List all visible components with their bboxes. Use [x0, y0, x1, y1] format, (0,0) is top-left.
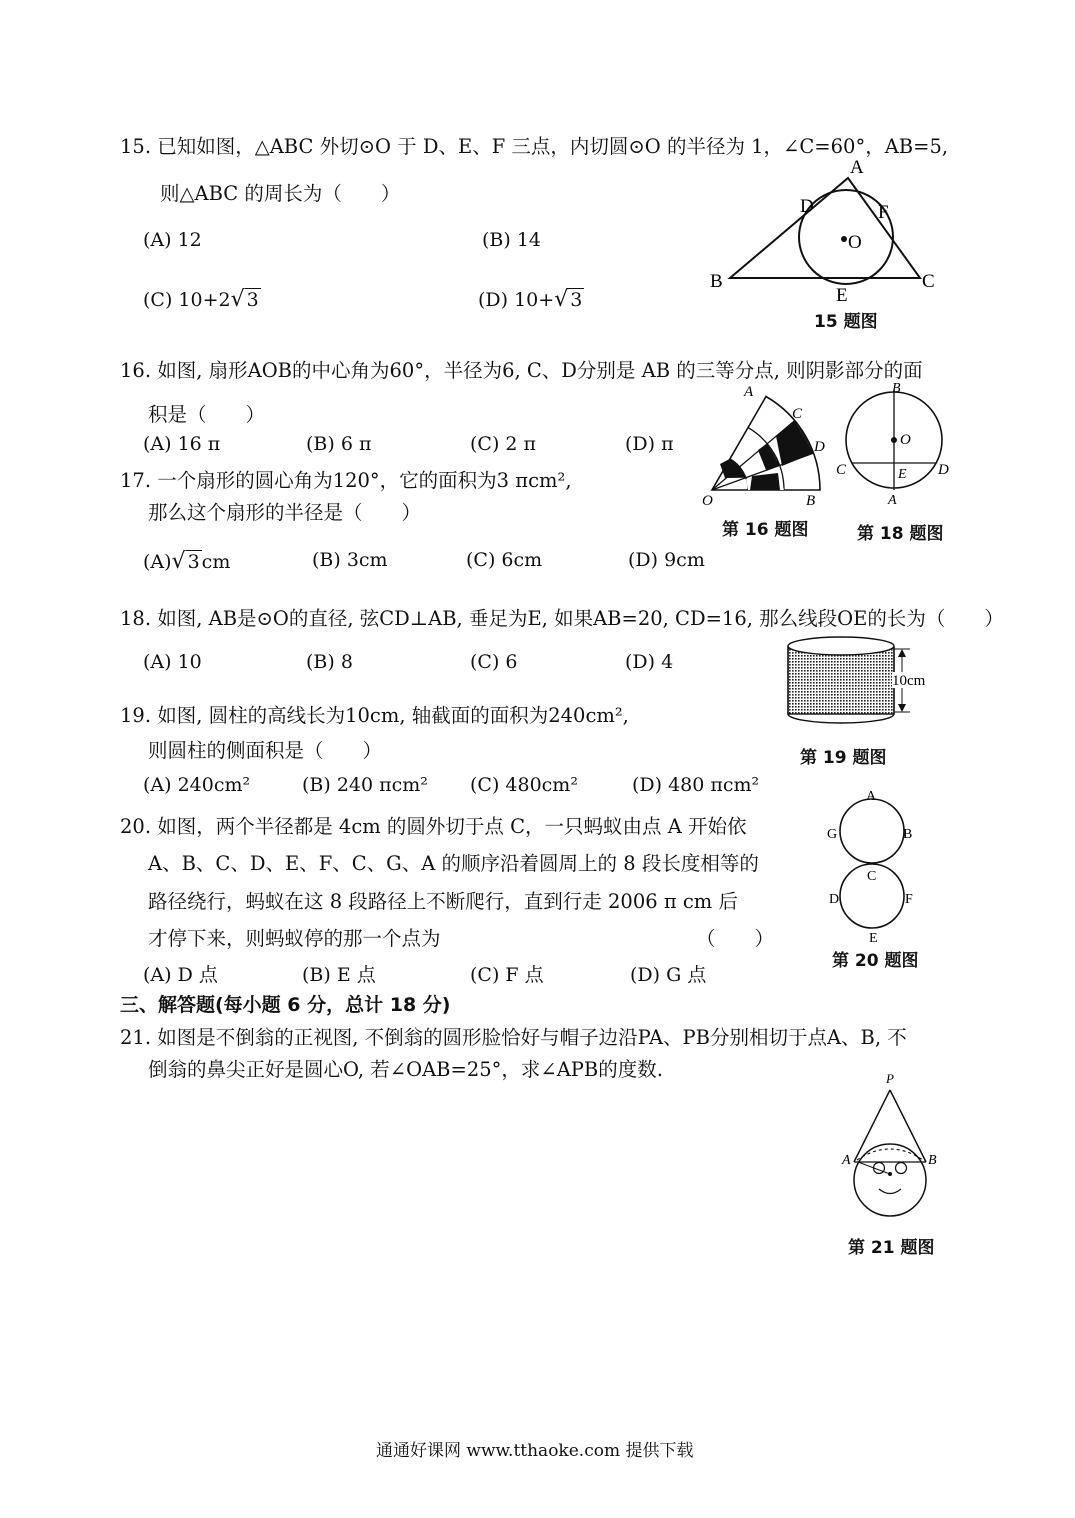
q20-label-e: E — [869, 931, 878, 946]
q21-stem-line2: 倒翁的鼻尖正好是圆心O, 若∠OAB=25°，求∠APB的度数. — [148, 1058, 663, 1081]
q15-label-a: A — [850, 160, 864, 178]
q15-center-dot — [841, 236, 847, 242]
q18-label-o: O — [900, 432, 911, 448]
q16-option-c: (C) 2 π — [470, 433, 537, 455]
q20-label-b: B — [903, 827, 913, 842]
q15-label-d: D — [800, 196, 814, 217]
q19-bottom-arc — [788, 714, 894, 723]
q17-option-a-radicand: 3 — [187, 551, 200, 573]
q21-hidden-arc — [857, 1149, 923, 1160]
q19-stem-line2: 则圆柱的侧面积是（ ） — [148, 739, 383, 762]
q16-label-o: O — [702, 493, 713, 508]
q20-upper-circle — [840, 799, 904, 863]
q16-label-b: B — [806, 493, 816, 508]
q19-stem-line1: 19. 如图, 圆柱的高线长为10cm, 轴截面的面积为240cm², — [120, 704, 629, 727]
q20-stem-line2: A、B、C、D、E、F、C、G、A 的顺序沿着圆周上的 8 段长度相等的 — [148, 852, 759, 875]
q20-label-a: A — [866, 789, 877, 804]
section-3-heading: 三、解答题(每小题 6 分，总计 18 分) — [120, 994, 451, 1016]
q17-option-c: (C) 6cm — [466, 549, 543, 571]
q20-label-g: G — [827, 827, 838, 842]
q18-label-b: B — [892, 381, 901, 396]
q20-option-c: (C) F 点 — [470, 964, 544, 986]
q15-option-d-radicand: 3 — [570, 289, 583, 311]
q16-shade-inner-2 — [720, 459, 746, 478]
q20-stem-line4: 才停下来，则蚂蚁停的那一个点为 — [148, 927, 441, 950]
q20-answer-paren: （ ） — [696, 927, 775, 950]
q15-label-e: E — [836, 285, 848, 306]
q20-label-c: C — [867, 869, 877, 884]
q16-option-b: (B) 6 π — [306, 433, 372, 455]
q16-stem-line1: 16. 如图, 扇形AOB的中心角为60°，半径为6, C、D分别是 AB 的三等分点, 则阴影部分的面 — [120, 359, 923, 382]
q17-option-a: (A)√ 3 cm — [143, 549, 231, 574]
q18-center-dot — [891, 437, 897, 443]
q20-stem-line1: 20. 如图，两个半径都是 4cm 的圆外切于点 C，一只蚂蚁由点 A 开始依 — [120, 815, 747, 838]
q17-stem-line1: 17. 一个扇形的圆心角为120°，它的面积为3 πcm², — [120, 469, 572, 492]
q21-hat-edge-pb — [890, 1090, 926, 1162]
q17-stem-line2: 那么这个扇形的半径是（ ） — [148, 501, 422, 524]
q20-caption: 第 20 题图 — [832, 951, 919, 971]
q21-mouth — [879, 1189, 901, 1194]
q18-option-b: (B) 8 — [306, 651, 353, 673]
q15-label-c: C — [922, 271, 935, 292]
q15-option-c-radicand: 3 — [246, 289, 259, 311]
q20-label-f: F — [905, 892, 913, 907]
q20-label-d: D — [829, 892, 840, 907]
q18-label-a: A — [888, 493, 897, 508]
q21-label-a: A — [842, 1153, 851, 1168]
q17-option-b: (B) 3cm — [312, 549, 388, 571]
q20-option-d: (D) G 点 — [630, 964, 707, 986]
q16-label-c: C — [792, 406, 803, 422]
q19-option-b: (B) 240 πcm² — [302, 774, 428, 796]
q18-option-d: (D) 4 — [625, 651, 674, 673]
q20-option-a: (A) D 点 — [143, 964, 218, 986]
q18-option-a: (A) 10 — [143, 651, 202, 673]
q15-stem-line2: 则△ABC 的周长为（ ） — [160, 182, 401, 205]
q15-label-b: B — [710, 271, 723, 292]
q16-label-d: D — [814, 439, 825, 455]
q21-stem-line1: 21. 如图是不倒翁的正视图, 不倒翁的圆形脸恰好与帽子边沿PA、PB分别相切于点A、B, 不 — [120, 1026, 907, 1049]
q18-label-d: D — [938, 462, 949, 478]
q20-option-b: (B) E 点 — [302, 964, 376, 986]
q15-option-a: (A) 12 — [143, 229, 202, 251]
q15-stem-line1: 15. 已知如图，△ABC 外切⊙O 于 D、E、F 三点，内切圆⊙O 的半径为 1，∠C=60°，AB=5, — [120, 135, 949, 158]
q21-label-b: B — [928, 1153, 937, 1168]
q16-option-a: (A) 16 π — [143, 433, 221, 455]
q15-label-f: F — [878, 202, 889, 223]
q21-figure — [835, 1068, 945, 1228]
q15-option-c: (C) 10+2√ 3 — [143, 287, 259, 312]
q16-shade-bottom — [750, 473, 780, 490]
q15-label-o: O — [848, 232, 862, 253]
q18-caption: 第 18 题图 — [857, 524, 944, 544]
q16-option-d: (D) π — [625, 433, 674, 455]
q18-option-c: (C) 6 — [470, 651, 518, 673]
page-footer: 通通好课网 www.tthaoke.com 提供下载 — [376, 1441, 694, 1461]
q19-caption: 第 19 题图 — [800, 748, 887, 768]
q19-figure — [780, 628, 940, 728]
q19-height-label: 10cm — [892, 673, 926, 689]
q19-option-d: (D) 480 πcm² — [632, 774, 760, 796]
q16-label-a: A — [744, 384, 754, 400]
q16-figure — [700, 378, 832, 508]
q16-caption: 第 16 题图 — [722, 520, 809, 540]
q19-option-c: (C) 480cm² — [470, 774, 578, 796]
q18-stem-line1: 18. 如图, AB是⊙O的直径, 弦CD⊥AB, 垂足为E, 如果AB=20, CD=16, 那么线段OE的长为（ ） — [120, 607, 1004, 630]
q20-stem-line3: 路径绕行，蚂蚁在这 8 段路径上不断爬行，直到行走 2006 π cm 后 — [148, 890, 738, 913]
q20-figure — [815, 782, 935, 947]
q15-caption: 15 题图 — [814, 312, 878, 332]
q15-option-b: (B) 14 — [482, 229, 542, 251]
q19-top-ellipse — [788, 637, 894, 655]
q16-stem-line2: 积是（ ） — [148, 403, 266, 426]
q19-axial-section — [788, 648, 894, 714]
q21-right-eye — [896, 1163, 907, 1174]
q21-label-p: P — [886, 1071, 894, 1086]
q18-figure — [828, 380, 956, 510]
q15-option-d: (D) 10+√ 3 — [478, 287, 583, 312]
q21-caption: 第 21 题图 — [848, 1238, 935, 1258]
q18-label-e: E — [898, 467, 907, 482]
q17-option-d: (D) 9cm — [628, 549, 705, 571]
q18-label-c: C — [836, 462, 847, 478]
q19-option-a: (A) 240cm² — [143, 774, 251, 796]
q21-hat-edge-pa — [854, 1090, 890, 1162]
